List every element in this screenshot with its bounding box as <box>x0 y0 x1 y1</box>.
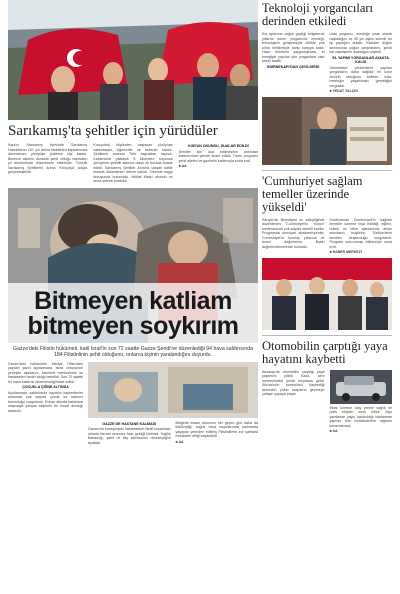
sarikamis-body <box>8 143 258 184</box>
cumhuriyet-text-1: Sarıyer'de Belediyesi ev sahipliğinde düzenlenen 'Cumhuriyet'in Yüzyılı' konferansına çok sayıda davetli katıldı. Programda konuşan akademisyenler, Cumhuriyet'in kuruluş yıllarına ve temel değerlerine ilişkin değerlendirmelerde bulundu. <box>262 217 325 249</box>
otomobil-col-1 <box>262 370 325 434</box>
gaza-text-3: Gazze'nin kuzeyindeki hastanelerin İsrail kuşatması altında hizmet veremez hale geldiği bildirildi. Sağlık Bakanlığı, yakıt ve ilaç sıkıntısının derinleştiğini açıkladı. <box>88 427 171 445</box>
teknoloji-text-2: Usta yorgancı, mesleğe çırak olarak başladığını ve 40 yılı aşkın süredir bu işi yaptığını anlattı. Eskiden düğün sezonunda yoğun çalıştıklarını, şimdi ise siparişlerin azaldığını söyledi. <box>329 32 392 54</box>
gaza-credit: ■ AA <box>175 439 184 444</box>
otomobil-credit: ■ AA <box>329 429 338 433</box>
gaza-text-4: Bölgede insani durumun her geçen gün daha da kötüleştiği, soğuk hava koşullarında çadırlarda yaşayan yerinden edilmiş Filistinlilerin zor şartlarla mücadele ettiği kaydedildi. <box>175 420 258 438</box>
gaza-subheading-2: GAZZE DE HASTANE KALMADI <box>102 421 157 426</box>
teknoloji-text-1: Kış aylarının soğuk geçtiği bölgelerde yıllardır süren yorgancılık mesleği, teknolojinin gelişmesiyle birlikte yok olma tehlikesiyle karşı karşıya kaldı. Hazır ürünlerin yaygınlaşması, el emeğiyle yapılan yün yorganlara olan talebi azalttı. <box>262 32 325 63</box>
teknoloji-col-2 <box>330 32 393 94</box>
gaza-body <box>8 362 258 446</box>
sarikamis-col-1 <box>8 143 87 184</box>
cumhuriyet-photo <box>262 258 392 330</box>
gaza-col-2 <box>88 421 171 446</box>
sarikamis-text-4: Şehitler için dua edilmesinin ardından katılımcılara yemek ikram edildi. Tören programı şehit aileleri ve gazilerin katılımıyla sona erdi. <box>178 149 258 163</box>
otomobil-col-2 <box>330 370 393 434</box>
teknoloji-credit: ■ YEDAT YALÇIN <box>329 89 358 93</box>
sarikamis-credit: ■ AA <box>178 164 187 168</box>
teknoloji-col-1 <box>262 32 325 94</box>
otomobil-body <box>262 370 392 434</box>
gaza-col-1 <box>8 362 83 446</box>
gaza-small-photo <box>88 362 258 418</box>
sarikamis-col-2 <box>93 143 172 184</box>
gaza-lower-columns <box>88 421 258 446</box>
teknoloji-text-3: Geleneksel yöntemlerle yapılan yorganların daha sağlıklı ve uzun ömürlü olduğunu belirten usta, mesleğin yaşatılması gerektiğini vurguladı. <box>329 65 392 88</box>
gaza-headline-line-1: Bitmeyen katliam <box>34 286 232 315</box>
otomobil-text-1: Aksaray'da otomobilin çarptığı yaya yaşamını yitirdi. Kaza, kent merkezindeki yolda meydana geldi. Sürücünün kontrolünü kaybettiği otomobil, yolun karşısına geçmeye çalışan yayaya çarptı. <box>262 369 325 396</box>
sarikamis-photo <box>8 0 258 120</box>
otomobil-text-2: İhbar üzerine olay yerine sağlık ve polis ekipleri sevk edildi. Ağır yaralanan yaya, kaldırıldığı hastanede yapılan tüm müdahalelere rağmen kurtarılamadı. <box>329 405 392 428</box>
sarikamis-text-1: Kars'ın Sarıkamış ilçesinde Sarıkamış Harekâtının 110. yılı anma etkinlikleri kapsamında düzenlenen yürüyüşe yüzlerce kişi katıldı. Binlerce askerin donarak şehit olduğu harekâtın yıl dönümünde düzenlenen etkinlikler, 'Turistik Sarıkamış Şehitlerini Anma Yürüyüşü' adıyla gerçekleştirildi. <box>8 143 88 174</box>
gaza-lead: Gazze'deki Filistin hükümeti, katil İsrail'in son 72 saatte Gazze Şeridi'ne düzenlediği 94 hava saldırısında 184 Filistinlinin şehit olduğunu, onlarca kişinin yaralandığını duyurdu. <box>13 345 253 358</box>
teknoloji-subheading-2: EL YAPIMI YORGANLAR AYAKTA KALDI <box>332 55 389 64</box>
cumhuriyet-col-1 <box>262 218 325 255</box>
otomobil-photo <box>330 370 393 404</box>
left-column <box>8 0 258 445</box>
right-column <box>262 0 392 434</box>
teknoloji-subheading-1: EDİRNEKAPI'DAN ÇEVİLDİRDİ <box>267 64 320 69</box>
teknoloji-photo <box>262 97 392 165</box>
cumhuriyet-headline: 'Cumhuriyet sağlam temeller üzerinde yükseldi' <box>262 173 363 214</box>
cumhuriyet-text-2: Konferansta Cumhuriyet'in sağlam temeller üzerine inşa edildiği, eğitim, hukuk ve bilim alanlarında atılan adımların bugünün Türkiye'sinin temelini oluşturduğu vurgulandı. Program soru-cevap bölümüyle sona erdi. <box>329 217 392 249</box>
sarikamis-col-3 <box>179 143 258 184</box>
gaza-text-1: Gazze'deki hükümetin Medya Ofisi'nden yapılan yazılı açıklamada, İsrail ordusunun yerleşim alanlarını, barınma merkezlerini ve hastaneleri hedef aldığı belirtildi. Son 72 saatte 94 hava saldırısı düzenlendiği ifade edildi. <box>8 361 83 384</box>
gaza-subheading-1: ÇOCUKLA ÇİĞNE ALTINDA <box>22 385 69 389</box>
gaza-col-3 <box>176 421 259 446</box>
sarikamis-text-3: Sarıkamış Şehitler Anıtı'na ulaşan kafile burada düzenlenen törene katıldı. Törende saygı duruşunda bulunuldu, İstiklal Marşı okundu ve anıta çelenk bırakıldı. <box>93 165 173 183</box>
gaza-text-2: Açıklamada, saldırılarda hayatını kaybedenler arasında çok sayıda çocuk ve kadının bulunduğu vurgulandı. Enkaz altında kalanlara ulaşmaya çalışan ekiplerin de hedef alındığı aktarıldı. <box>8 390 83 413</box>
cumhuriyet-col-2 <box>330 218 393 255</box>
cumhuriyet-credit: ■ HABER MERKEZİ <box>329 250 362 254</box>
sarikamis-headline: Sarıkamış'ta şehitler için yürüdüler <box>8 123 218 139</box>
teknoloji-headline: Teknoloji yorgancıları derinden etkiledi <box>262 1 374 28</box>
sarikamis-subheading: KUR'AN OKUNDU, DUALAR EDİLDİ <box>188 144 249 148</box>
gaza-photo <box>8 188 258 343</box>
cumhuriyet-body <box>262 218 392 255</box>
gaza-headline-line-2: bitmeyen soykırım <box>27 311 239 340</box>
sarikamis-text-2: Kızılçubuk köyünden başlayan yürüyüşe vatandaşlar, öğrenciler ve askerler katıldı. Şehitlerin anısına Türk bayrakları taşındı. Katılımcılar yaklaşık 5 kilometre boyunca yürüyerek şehitlik alanına ulaştı ve burada dualar edildi. <box>93 143 173 170</box>
teknoloji-body <box>262 32 392 94</box>
otomobil-headline: Otomobilin çarptığı yaya hayatını kaybetti <box>262 338 388 366</box>
gaza-headline <box>8 286 258 340</box>
gaza-text-columns <box>8 362 83 446</box>
